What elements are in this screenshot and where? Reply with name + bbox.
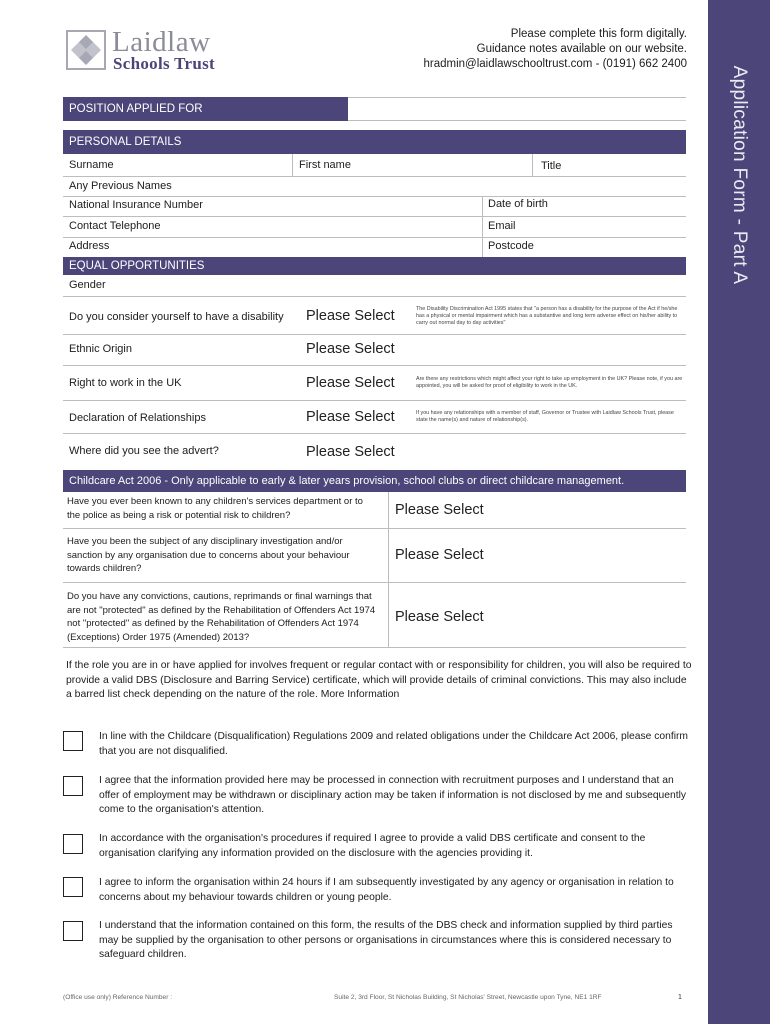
checkbox-safeguard-children[interactable] — [63, 921, 83, 941]
gender-field[interactable] — [115, 277, 685, 295]
email-label: Email — [488, 220, 516, 232]
check-text-dbs-consent: In accordance with the organisation's procedures if required I agree to provide a valid DBS certificate and consent to the organisation clarifying any information provided on the disclosure with the agencies providing it. — [99, 833, 646, 859]
check-text-not-disqualified: In line with the Childcare (Disqualification) Regulations 2009 and related obligations under the Childcare Act 2006, please confirm that you are not disqualified. — [99, 731, 688, 757]
ethnic-origin-select[interactable]: Please Select — [306, 341, 395, 357]
first-name-label: First name — [299, 159, 351, 171]
title-label: Title — [541, 160, 562, 172]
divider — [63, 433, 686, 434]
divider — [63, 647, 686, 648]
divider — [482, 196, 483, 259]
logo-word-schools-trust: Schools Trust — [113, 54, 215, 73]
first-name-field[interactable] — [360, 156, 530, 176]
logo — [66, 26, 256, 73]
side-title: Application Form - Part A — [729, 65, 750, 285]
gender-label: Gender — [69, 279, 106, 291]
address-field[interactable] — [115, 238, 480, 256]
divider — [63, 176, 686, 177]
dbs-paragraph: If the role you are in or have applied for involves frequent or regular contact with or responsibility for children, you will also be required to provide a valid DBS (Disclosure and Barring Service) certificate, which will provide details of criminal convictions. This may also include a barred list check depending on the nature of the role. More Information — [66, 660, 692, 700]
childcare-q2-select[interactable]: Please Select — [395, 547, 484, 563]
divider — [63, 296, 686, 297]
telephone-label: Contact Telephone — [69, 220, 161, 232]
disability-select[interactable]: Please Select — [306, 308, 395, 324]
right-to-work-select[interactable]: Please Select — [306, 375, 395, 391]
right-to-work-note: Are there any restrictions which might affect your right to take up employment in the UK? Please note, if you are appointed, you will be asked for proof of eligibility to work in the UK. — [416, 376, 683, 389]
previous-names-field[interactable] — [185, 178, 685, 196]
childcare-q3-select[interactable]: Please Select — [395, 609, 484, 625]
checkbox-dbs-consent[interactable] — [63, 834, 83, 854]
surname-field[interactable] — [130, 156, 290, 176]
logo-word-laidlaw: Laidlaw — [112, 26, 211, 58]
childcare-q3: Do you have any convictions, cautions, reprimands or final warnings that are not "protected" as defined by the Rehabilitation of Offenders Act 1974 not "protected" as defined by the Rehabilitation of Offenders Act 1974 (Exceptions) Order 1975 (Amended) 2013? — [67, 591, 376, 643]
checkbox-inform-investigation[interactable] — [63, 877, 83, 897]
postcode-label: Postcode — [488, 240, 534, 252]
disability-label: Do you consider yourself to have a disability — [69, 311, 284, 323]
divider — [63, 528, 686, 529]
address-label: Address — [69, 240, 110, 252]
check-text-inform-investigation: I agree to inform the organisation within 24 hours if I am subsequently investigated by any agency or organisation in relation to concerns about my behaviour towards children or young people. — [99, 877, 674, 903]
check-text-safeguard-children: I understand that the information contained on this form, the results of the DBS check and information supplied by third parties may be supplied by the organisation to other persons or organisations in circumstances where this is considered necessary to safeguard children. — [99, 920, 673, 960]
divider — [63, 400, 686, 401]
surname-label: Surname — [69, 159, 114, 171]
divider — [292, 154, 293, 176]
header-line-3: hradmin@laidlawschooltrust.com - (0191) 662 2400 — [423, 58, 687, 70]
checkbox-not-disqualified[interactable] — [63, 731, 83, 751]
ni-number-label: National Insurance Number — [69, 199, 203, 211]
relationships-label: Declaration of Relationships — [69, 412, 206, 424]
email-field[interactable] — [520, 218, 685, 236]
ni-number-field[interactable] — [220, 197, 480, 215]
childcare-q1: Have you ever been known to any children's services department or to the police as being a risk or potential risk to children? — [67, 496, 363, 521]
divider — [388, 492, 389, 647]
relationships-note: If you have any relationships with a member of staff, Governor or Trustee with Laidlaw Schools Trust, please state the name(s) and nature of relationship(s). — [416, 410, 674, 423]
advert-select[interactable]: Please Select — [306, 444, 395, 460]
header-line-2: Guidance notes available on our website. — [476, 43, 687, 55]
check-text-information-processing: I agree that the information provided here may be processed in connection with recruitment purposes and I understand that an offer of employment may be withdrawn or disciplinary action may be taken if information is not disclosed by me and subsequently come to the organisation's attention. — [99, 775, 687, 815]
divider — [63, 582, 686, 583]
footer-address: Suite 2, 3rd Floor, St Nicholas Building, St Nicholas' Street, Newcastle upon Tyne, NE1 1RF — [334, 994, 602, 1001]
childcare-header: Childcare Act 2006 - Only applicable to early & later years provision, school clubs or direct childcare management. — [63, 470, 686, 492]
dob-field[interactable] — [560, 197, 685, 215]
childcare-q1-select[interactable]: Please Select — [395, 502, 484, 518]
position-applied-field[interactable] — [348, 97, 686, 121]
previous-names-label: Any Previous Names — [69, 180, 172, 192]
postcode-field[interactable] — [540, 238, 685, 256]
advert-label: Where did you see the advert? — [69, 445, 219, 457]
ethnic-origin-label: Ethnic Origin — [69, 343, 132, 355]
right-to-work-label: Right to work in the UK — [69, 377, 182, 389]
logo-mark-icon — [66, 30, 106, 70]
divider — [532, 154, 533, 176]
telephone-field[interactable] — [175, 218, 480, 236]
header-line-1: Please complete this form digitally. — [510, 28, 687, 40]
divider — [63, 334, 686, 335]
relationships-select[interactable]: Please Select — [306, 409, 395, 425]
office-reference-field[interactable] — [192, 990, 322, 1004]
office-reference-label: (Office use only) Reference Number : — [63, 994, 173, 1001]
divider — [63, 216, 686, 217]
disability-note: The Disability Discrimination Act 1995 states that "a person has a disability for the purpose of the Act if he/she has a physical or mental impairment which has a substantive and long term adverse effect on his/her ability to carry out normal day to day activities" — [416, 306, 678, 326]
dob-label: Date of birth — [488, 198, 548, 210]
divider — [63, 365, 686, 366]
title-field[interactable] — [575, 156, 685, 176]
personal-details-header: PERSONAL DETAILS — [63, 130, 686, 154]
position-applied-label: POSITION APPLIED FOR — [63, 97, 348, 121]
checkbox-information-processing[interactable] — [63, 776, 83, 796]
equal-opportunities-header: EQUAL OPPORTUNITIES — [63, 257, 686, 275]
childcare-q2: Have you been the subject of any disciplinary investigation and/or sanction by any organisation due to concerns about your behaviour towards children? — [67, 536, 350, 574]
page-number: 1 — [678, 994, 682, 1001]
